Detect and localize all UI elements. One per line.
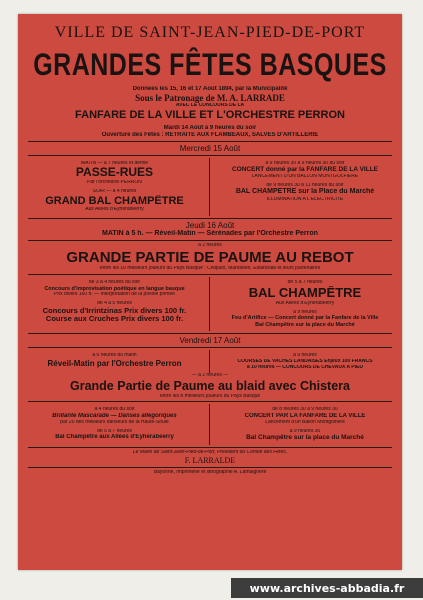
day3-left xyxy=(20,350,210,373)
event-title: BAL CHAMPÊTRE sur la Place du Marché xyxy=(235,188,375,196)
opening-time: Mardi 14 Août à 9 heures du soir xyxy=(163,124,257,131)
concours-line: AVEC LE CONCOURS DE LA xyxy=(175,103,245,109)
day2-left xyxy=(20,277,210,331)
event-sub: ILLUMINATION A L'ÉLECTRICITÉ xyxy=(266,196,344,202)
event-sub: par 20 des meilleurs danseurs de la Haute-Soule xyxy=(60,419,169,425)
day1-left xyxy=(20,158,210,216)
event-block xyxy=(24,407,205,425)
event-time: SOIR — à 4 heures xyxy=(92,189,137,195)
printer-line: Bayonne, Imprimerie et lithographie A. Lamaignère xyxy=(153,469,267,475)
event-block xyxy=(214,429,396,442)
event-title: Course aux Cruches Prix divers 100 fr. xyxy=(45,315,184,324)
paume-time: à 2 heures xyxy=(198,243,222,249)
poster-content xyxy=(20,22,400,476)
divider xyxy=(28,155,392,156)
divider xyxy=(28,240,392,241)
day3-label: Vendredi 17 Août xyxy=(179,335,241,345)
day1-columns xyxy=(20,158,400,216)
event-time: de 3 à 4 heures du soir xyxy=(88,280,141,286)
event-block xyxy=(24,161,205,186)
day3-right xyxy=(210,350,400,373)
festival-poster xyxy=(18,14,402,570)
day3-columns-2 xyxy=(20,404,400,445)
day2-morning: MATIN à 5 h. — Réveil-Matin — Sérénades par l'Orchestre Perron xyxy=(102,230,318,238)
event-title: Feu d'Artifice — Concert donné par la Fanfare de la Ville xyxy=(231,315,379,322)
event-block xyxy=(24,301,205,324)
event-title: CONCERT donné par la FANFARE DE LA VILLE xyxy=(231,166,379,174)
event-sub: Prix divers 160 fr. — Interprétation de la poésie primée xyxy=(54,292,175,298)
event-title: COURSES DE VACHES LANDAISES Enjeux 100 FRANCS xyxy=(237,358,373,364)
event-title: Brillante Mascarade — Danses allégoriques xyxy=(52,413,177,420)
event-time: à 9 heures xyxy=(293,353,317,359)
day1-label: Mercredi 15 Août xyxy=(179,143,241,153)
day3-columns xyxy=(20,350,400,373)
divider xyxy=(28,401,392,402)
event-block xyxy=(214,161,396,180)
divider xyxy=(28,347,392,348)
divider xyxy=(28,333,392,334)
paume-sub: entre les 8 meilleurs joueurs du Pays Basque xyxy=(159,393,261,399)
event-title: CONCERT PAR LA FANFARE DE LA VILLE xyxy=(244,413,366,420)
mayor-line: Le Maire de Saint-Jean-Pied-de-Port, Président du Comité des Fêtes, xyxy=(132,449,288,455)
event-time: de 5 à 7 heures xyxy=(97,428,132,434)
event-block xyxy=(214,310,396,328)
event-title: à 10 heures — CONCOURS DE CHEVAUX A PIED xyxy=(247,364,363,370)
event-block xyxy=(214,407,396,425)
event-title: PASSE-RUES xyxy=(75,166,154,180)
day2-right xyxy=(210,277,400,331)
divider xyxy=(28,467,392,468)
event-title: Réveil-Matin par l'Orchestre Perron xyxy=(47,358,182,368)
event-block xyxy=(24,280,205,298)
event-time: à 4 heures du soir xyxy=(94,407,135,413)
paume-title: Grande Partie de Paume au blaid avec Chistera xyxy=(70,379,350,394)
event-time: à 6 heures du matin xyxy=(92,353,137,359)
divider xyxy=(28,141,392,142)
event-sub: Lancement d'un Ballon Montgolfière xyxy=(265,419,345,425)
event-time: à 9 heures 30 à 9 heures 30 du soir xyxy=(265,160,345,166)
event-time: de 9 heures 30 à 11 heures du soir xyxy=(266,182,344,188)
day2-columns xyxy=(20,277,400,331)
mayor-name: F. LARRALDE xyxy=(184,455,236,465)
event-sub: Aux Allées d'Eyherabeerry xyxy=(85,207,144,213)
event-time: à 9 heures xyxy=(293,309,317,315)
town-heading: VILLE DE SAINT-JEAN-PIED-DE-PORT xyxy=(54,24,366,41)
paume-title: GRANDE PARTIE DE PAUME AU REBOT xyxy=(66,249,354,267)
day3-left-2 xyxy=(20,404,210,445)
event-time: de 8 heures 30 à 9 heures 30 xyxy=(272,407,338,413)
event-time: à 9 heures 30 xyxy=(289,428,321,434)
event-block xyxy=(24,429,205,442)
fanfare-line: FANFARE DE LA VILLE ET L'ORCHESTRE PERRON xyxy=(75,109,345,122)
event-title: BAL CHAMPÊTRE xyxy=(248,285,362,300)
event-time: de 5 à 7 heures xyxy=(287,280,323,286)
event-time: de 4 à 5 heures xyxy=(97,300,132,306)
divider xyxy=(28,447,392,448)
event-block xyxy=(24,353,205,368)
day3-right-2 xyxy=(210,404,400,445)
opening-text: Ouverture des Fêtes : RETRAITE AUX FLAMBEAUX, SALVES D'ARTILLERIE xyxy=(101,131,319,138)
event-sub: Aux Allées d'Eyherabeerry xyxy=(275,300,335,306)
patronage-line: Sous le Patronage de M. A. LARRADE xyxy=(135,93,285,104)
event-block xyxy=(24,189,205,213)
event-block xyxy=(214,353,396,370)
event-sub: LANCEMENT D'UN BALLON MONTGOLFIÈRE xyxy=(251,173,359,179)
dates-line: Données les 15, 16 et 17 Août 1894, par la Municipalité xyxy=(132,86,288,93)
event-title: Bal Champêtre aux Allées d'Eyherabeerry xyxy=(55,434,174,441)
poster-title: GRANDES FÊTES BASQUES xyxy=(33,47,387,83)
event-title: Bal Champêtre sur la place du Marché xyxy=(255,321,355,328)
day2-label: Jeudi 16 Août xyxy=(185,221,235,231)
day1-right xyxy=(210,158,400,216)
paume-time: — à 2 heures — xyxy=(191,373,229,379)
event-time: MATIN — à 7 heures et demie xyxy=(80,160,149,166)
event-title: Concours d'Irrintzinas Prix divers 100 fr. xyxy=(42,306,187,315)
event-title: Concours d'improvisation poétique en langue basque xyxy=(44,285,185,292)
divider xyxy=(28,218,392,219)
event-title: GRAND BAL CHAMPÊTRE xyxy=(45,194,184,207)
event-block xyxy=(214,183,396,203)
divider xyxy=(28,274,392,275)
watermark-banner: www.archives-abbadia.fr xyxy=(231,578,423,598)
paume-sub: entre les 10 meilleurs joueurs du Pays Basque : Chiquito, Mardokeo, Estanislas et leurs partenaires xyxy=(99,266,321,272)
event-sub: Par l'orchestre PERRON xyxy=(87,180,142,186)
event-block xyxy=(214,280,396,306)
event-title: Bal Champêtre sur la place du Marché xyxy=(246,434,364,442)
